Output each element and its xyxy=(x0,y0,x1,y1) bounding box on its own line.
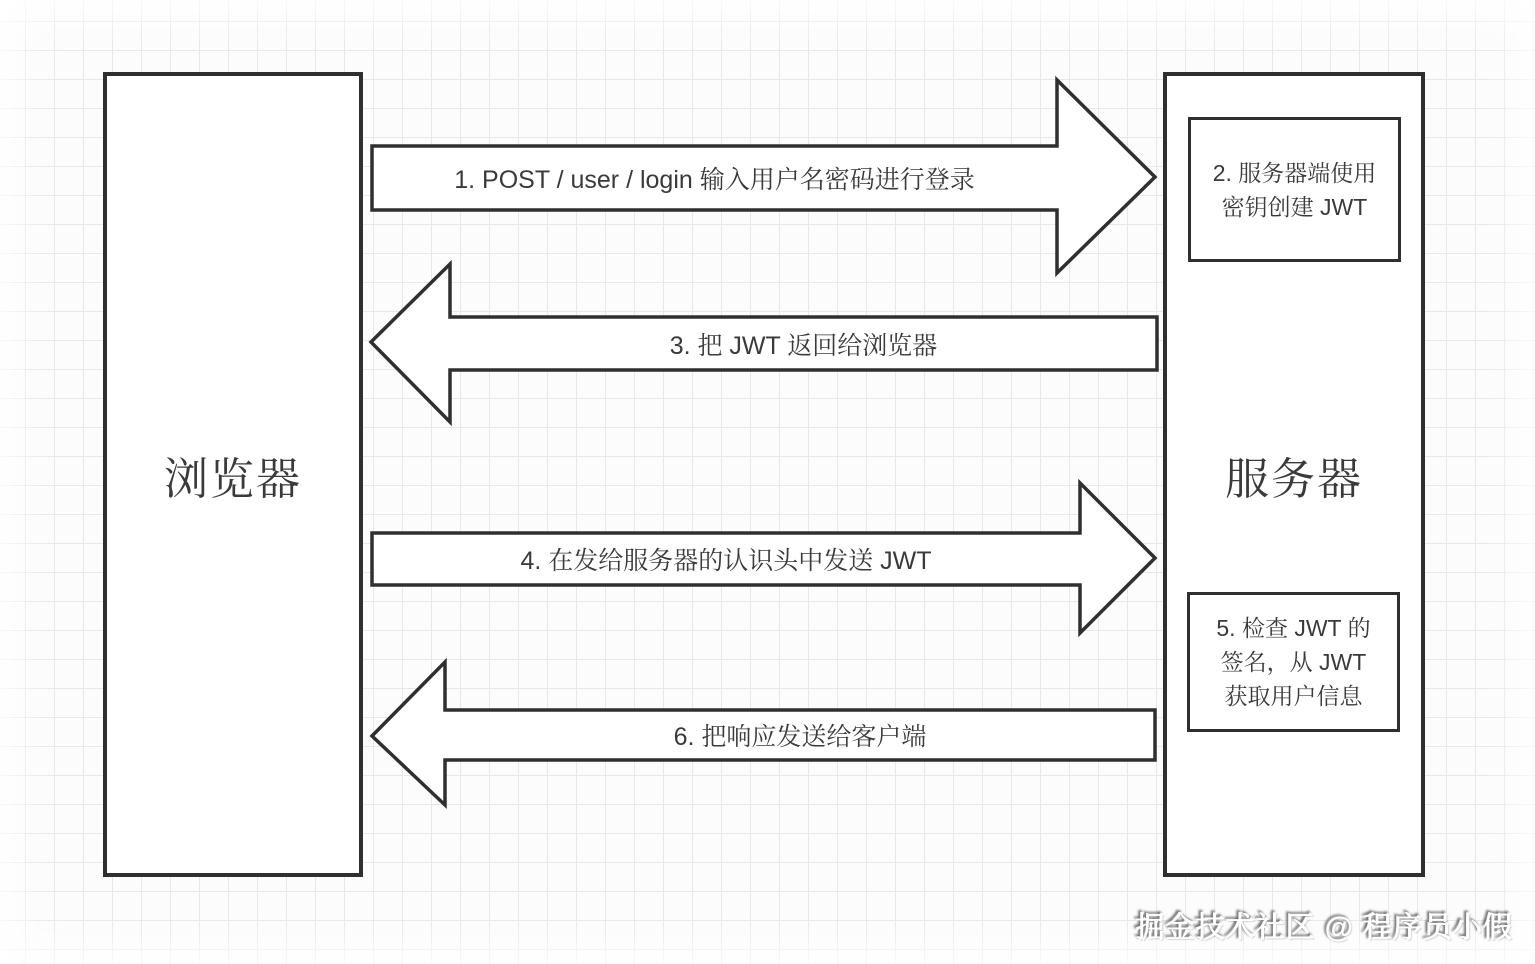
note-step-5 xyxy=(1187,592,1400,732)
note-step-5-label: 5. 检查 JWT 的签名，从 JWT 获取用户信息 xyxy=(1216,615,1371,709)
watermark-text: 掘金技术社区 @ 程序员小假 xyxy=(1135,912,1513,944)
arrow-3-label: 3. 把 JWT 返回给浏览器 xyxy=(669,331,938,360)
note-step-2 xyxy=(1188,117,1401,262)
arrow-6-label: 6. 把响应发送给客户端 xyxy=(673,723,927,751)
arrow-1-label: 1. POST / user / login 输入用户名密码进行登录 xyxy=(454,166,975,194)
arrow-4-label: 4. 在发给服务器的认识头中发送 JWT xyxy=(520,547,932,575)
browser-node-label: 浏览器 xyxy=(164,454,302,504)
note-step-2-label: 2. 服务器端使用密钥创建 JWT xyxy=(1212,159,1377,220)
browser-node xyxy=(103,72,363,877)
server-node-label: 服务器 xyxy=(1225,454,1363,504)
